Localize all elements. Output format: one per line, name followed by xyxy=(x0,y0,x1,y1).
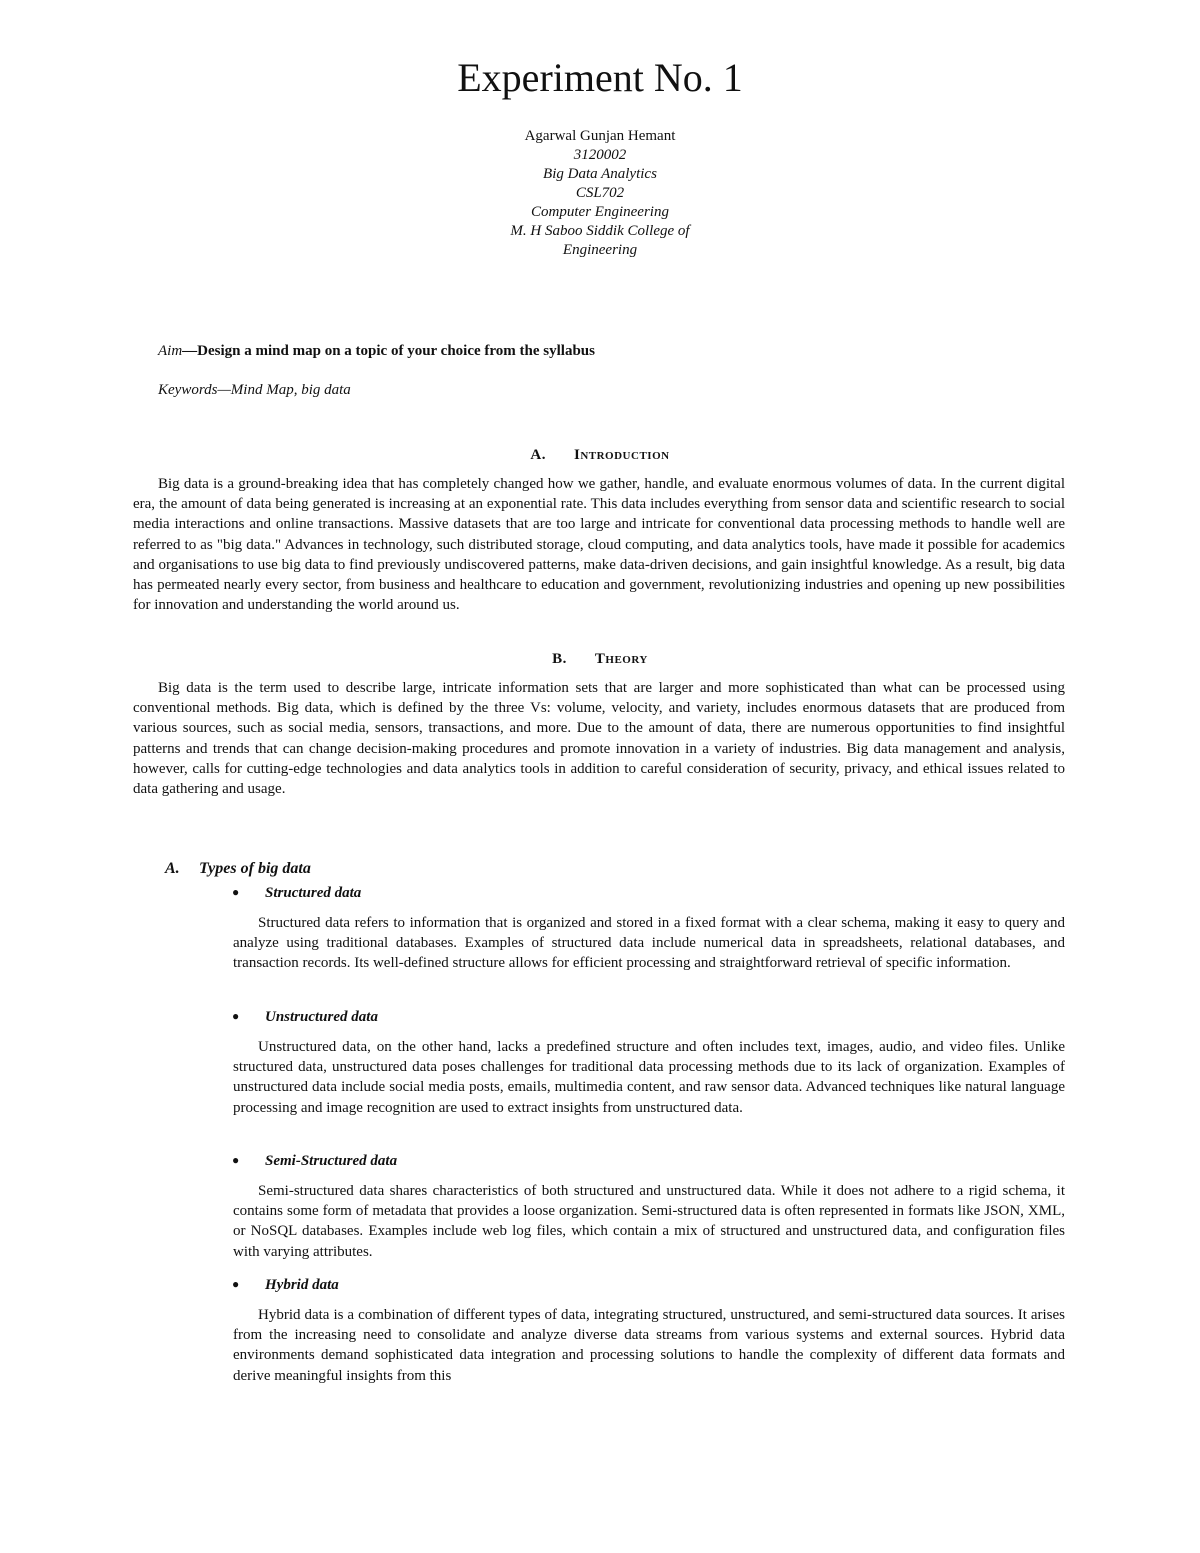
author-roll: 3120002 xyxy=(573,147,627,163)
theory-paragraph: Big data is the term used to describe large, intricate information sets that are larger and more sophisticated than what can be processed using conventional methods. Big data, which is defined by the three Vs: volume, velocity, and variety, includes enormous datasets that are produced from various sources, such as social media, sensors, transactions, and more. Due to the amount of data, there are numerous opportunities to find insightful patterns and trends that can change decision-making procedures and promote innovation in a variety of industries. Big data management and analysis, however, calls for cutting-edge technologies and data analytics tools in addition to careful consideration of security, privacy, and ethical issues related to data gathering and usage. xyxy=(133,680,1065,798)
section-title: Introduction xyxy=(574,447,670,463)
bullet-title: Semi-Structured data xyxy=(265,1153,398,1169)
hybrid-data-paragraph: Hybrid data is a combination of different types of data, integrating structured, unstructured, and semi-structured data sources. It arises from the increasing need to consolidate and analyze diverse data streams from various systems and external sources. Hybrid data environments demand sophisticated data integration and processing solutions to handle the complexity of different data formats and derive meaningful insights from this xyxy=(233,1307,1065,1384)
author-college-line2: Engineering xyxy=(562,242,638,258)
semi-structured-data-paragraph: Semi-structured data shares characteristics of both structured and unstructured data. While it does not adhere to a rigid schema, it contains some form of metadata that provides a loose organization. Semi-structured data is often represented in formats like JSON, XML, or NoSQL databases. Examples include web log files, which contain a mix of structured and unstructured data, and configuration files with varying attributes. xyxy=(233,1183,1065,1260)
aim-text: Design a mind map on a topic of your choice from the syllabus xyxy=(197,343,595,359)
bullet-semi-structured-data xyxy=(232,1150,397,1171)
author-college-line1: M. H Saboo Siddik College of xyxy=(510,223,690,239)
aim-line xyxy=(158,342,1068,361)
page-title: Experiment No. 1 xyxy=(457,55,743,100)
bullet-structured-data xyxy=(232,882,361,903)
section-heading-theory xyxy=(0,650,1200,669)
keywords-line: Keywords—Mind Map, big data xyxy=(158,382,351,398)
bullet-icon: ● xyxy=(232,1277,240,1291)
aim-label: Aim xyxy=(158,343,183,359)
aim-dash: — xyxy=(182,343,198,359)
bullet-icon: ● xyxy=(232,885,240,899)
author-subject: Big Data Analytics xyxy=(543,166,657,182)
bullet-icon: ● xyxy=(232,1153,240,1167)
bullet-title: Unstructured data xyxy=(265,1009,378,1025)
unstructured-data-paragraph: Unstructured data, on the other hand, lacks a predefined structure and often includes text, images, audio, and video files. Unlike structured data, unstructured data poses challenges for traditional data processing methods due to its lack of organization. Examples of unstructured data include social media posts, emails, multimedia content, and raw sensor data. Advanced techniques like natural language processing and image recognition are used to extract insights from unstructured data. xyxy=(233,1039,1065,1116)
bullet-title: Hybrid data xyxy=(265,1277,339,1293)
section-number: A. xyxy=(530,447,546,463)
section-title: Theory xyxy=(594,651,648,667)
bullet-hybrid-data xyxy=(232,1274,339,1295)
subsection-heading-types xyxy=(165,859,311,879)
section-number: B. xyxy=(552,651,567,667)
author-course-code: CSL702 xyxy=(575,185,625,201)
subsection-title: Types of big data xyxy=(199,860,311,877)
author-department: Computer Engineering xyxy=(531,204,669,220)
bullet-title: Structured data xyxy=(265,885,362,901)
subsection-number: A. xyxy=(165,860,180,877)
bullet-icon: ● xyxy=(232,1009,240,1023)
author-block xyxy=(450,127,750,260)
introduction-paragraph: Big data is a ground-breaking idea that has completely changed how we gather, handle, and evaluate enormous volumes of data. In the current digital era, the amount of data being generated is increasing at an exponential rate. This data includes everything from sensor data and scientific research to social media interactions and online transactions. Massive datasets that are too large and intricate for conventional data processing methods to handle well are referred to as "big data." Advances in technology, such distributed storage, cloud computing, and data analytics tools, have made it possible for academics and organisations to use big data to find previously undiscovered patterns, make data-driven decisions, and gain insightful knowledge. As a result, big data has permeated nearly every sector, from business and healthcare to education and government, revolutionizing industries and opening up new possibilities for innovation and understanding the world around us. xyxy=(133,476,1065,614)
structured-data-paragraph: Structured data refers to information that is organized and stored in a fixed format with a clear schema, making it easy to query and analyze using traditional databases. Examples of structured data include numerical data in spreadsheets, relational databases, and transaction records. Its well-defined structure allows for efficient processing and straightforward retrieval of specific information. xyxy=(233,915,1065,972)
section-heading-introduction xyxy=(0,446,1200,465)
author-name: Agarwal Gunjan Hemant xyxy=(524,128,676,144)
bullet-unstructured-data xyxy=(232,1006,378,1027)
